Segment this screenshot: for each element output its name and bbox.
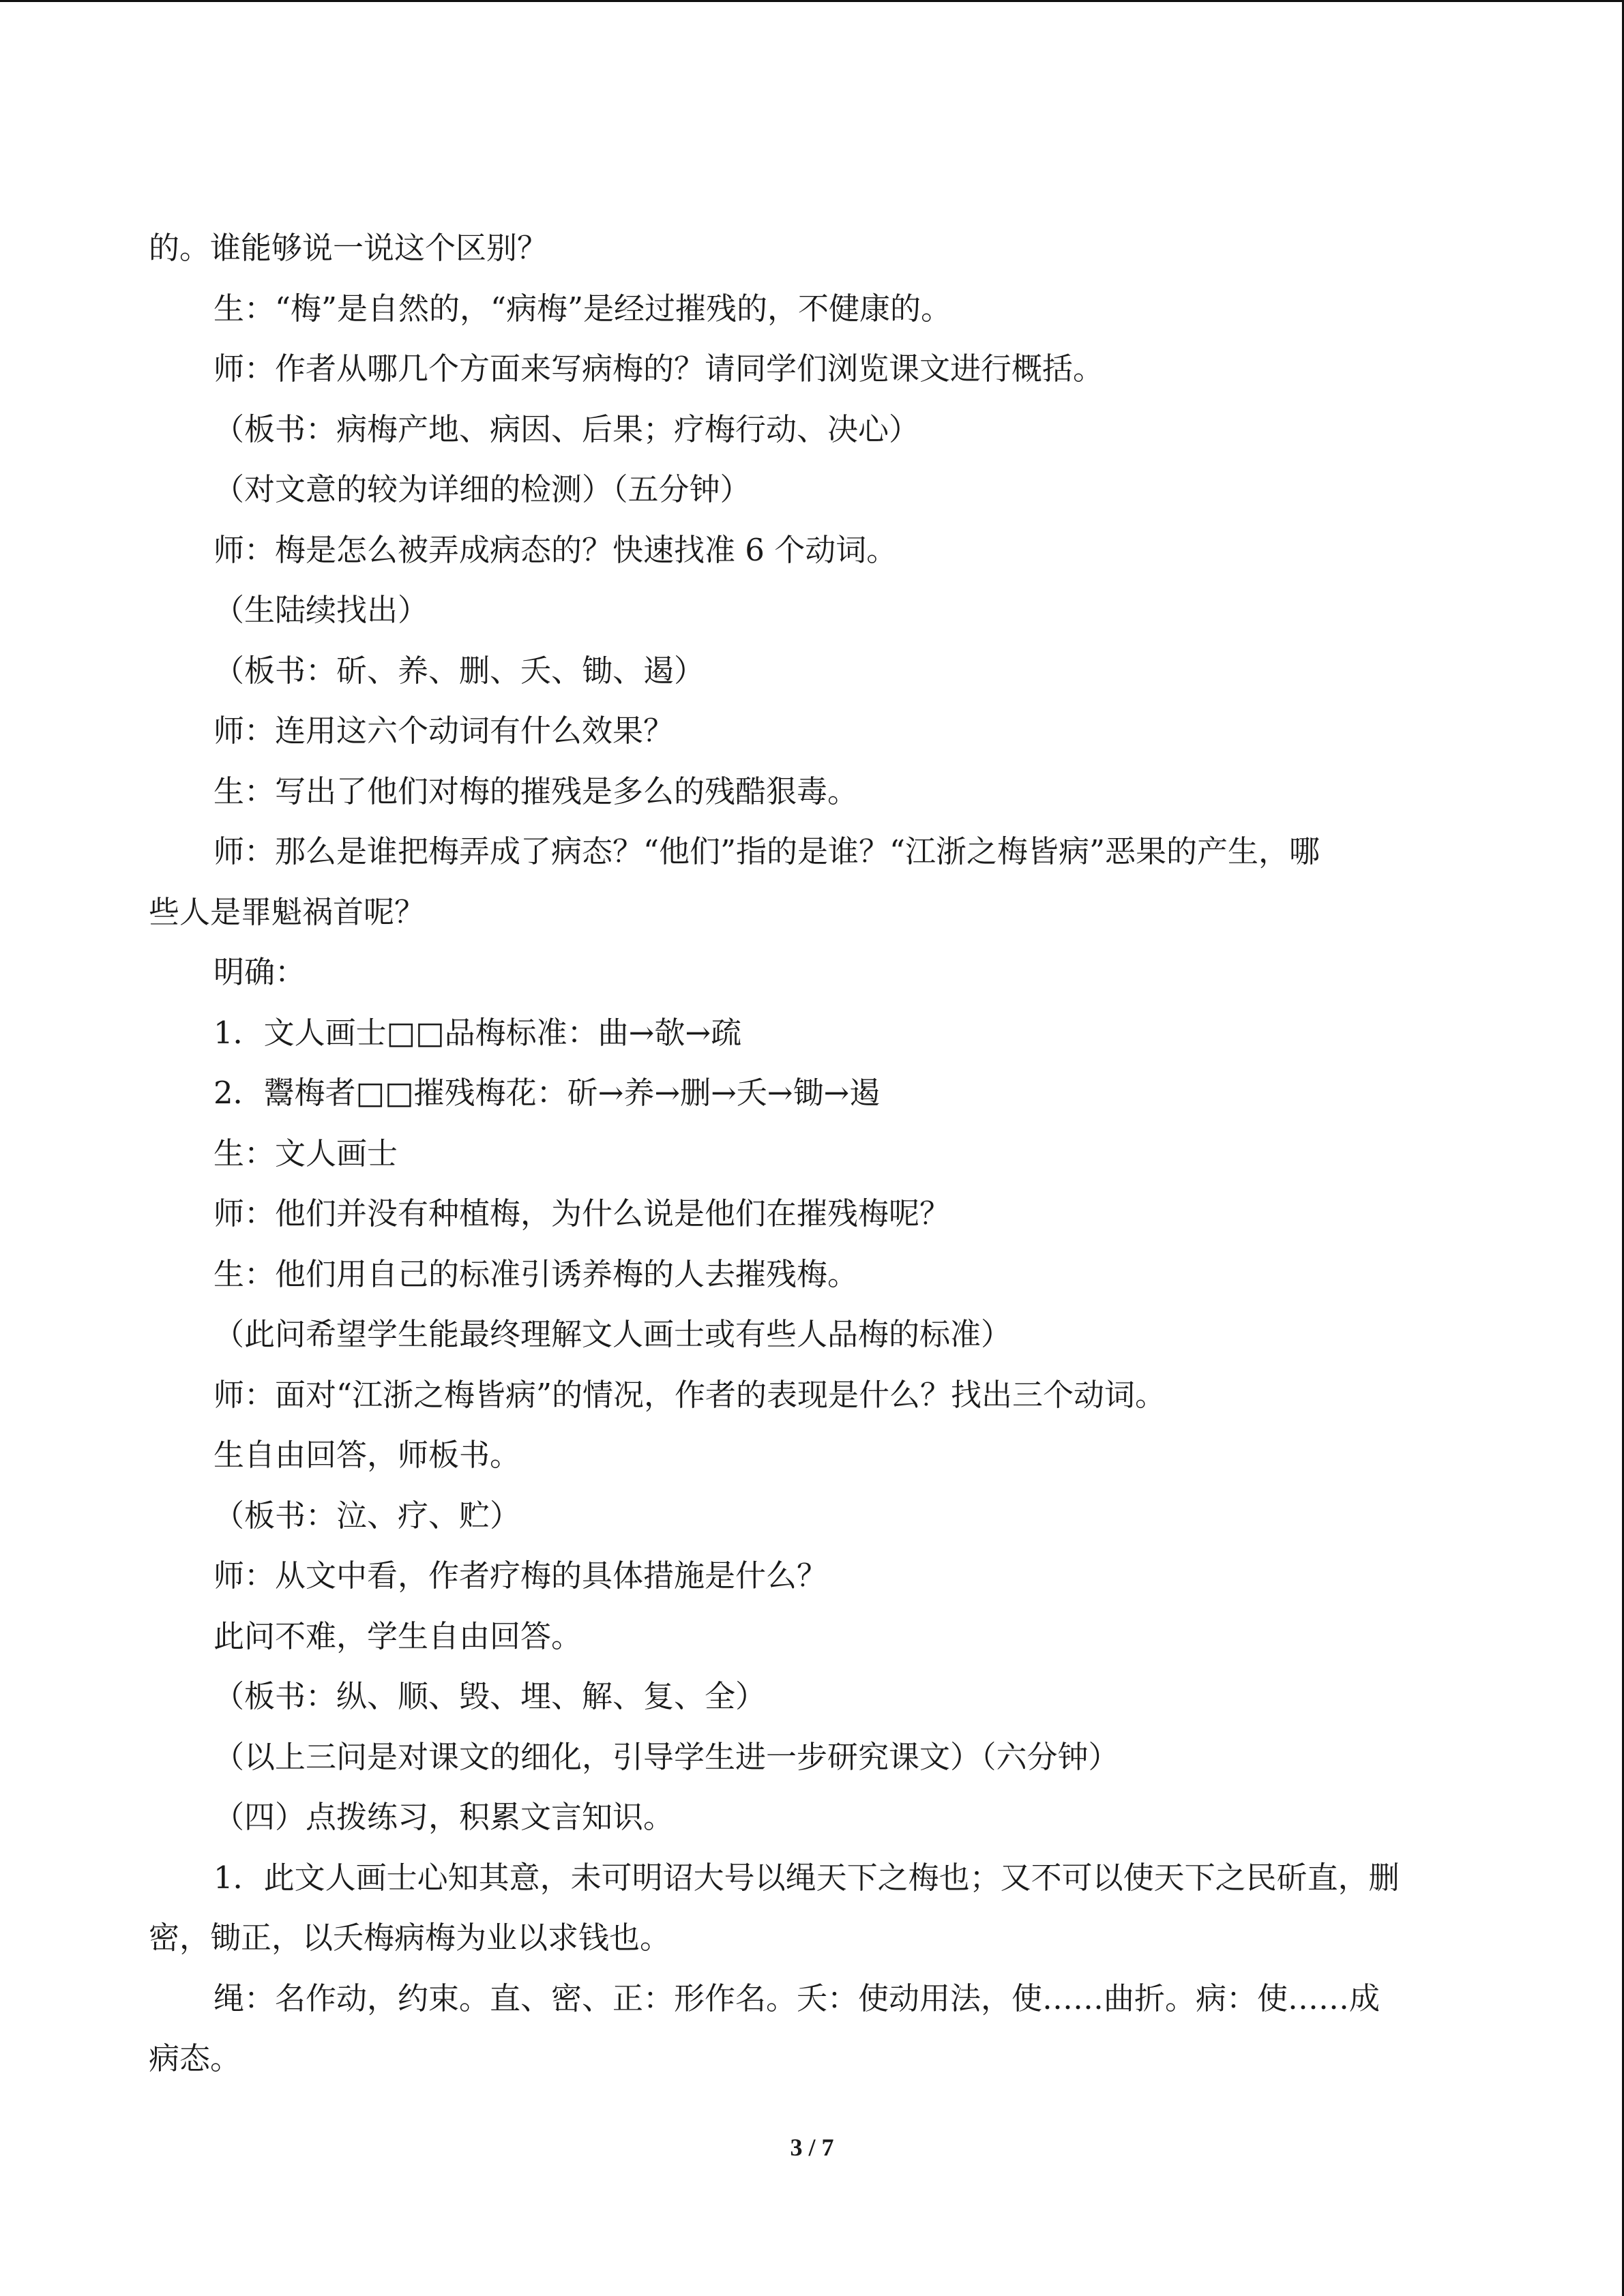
paragraph-line: 的。谁能够说一说这个区别？ [149, 230, 548, 266]
paragraph-line: （板书：泣、疗、贮） [213, 1497, 521, 1534]
paragraph-line: 密，锄正，以夭梅病梅为业以求钱也。 [149, 1920, 671, 1956]
paragraph-line: （生陆续找出） [213, 592, 429, 628]
paragraph-line: 2．鬻梅者□□摧残梅花：斫→养→删→夭→锄→遏 [213, 1075, 881, 1111]
document-body [149, 218, 1479, 2089]
paragraph-line: 病态。 [149, 2040, 241, 2076]
paragraph-line: 绳：名作动，约束。直、密、正：形作名。夭：使动用法，使……曲折。病：使……成 [213, 1980, 1381, 2016]
paragraph-line: （以上三问是对课文的细化，引导学生进一步研究课文）（六分钟） [213, 1738, 1119, 1775]
page-top-border [0, 0, 1624, 2]
paragraph-line: 生：写出了他们对梅的摧残是多么的残酷狠毒。 [213, 773, 859, 809]
paragraph-line: 师：从文中看，作者疗梅的具体措施是什么？ [213, 1557, 828, 1594]
paragraph-line: （此问希望学生能最终理解文人画士或有些人品梅的标准） [213, 1316, 1012, 1352]
paragraph-line: 生自由回答，师板书。 [213, 1437, 521, 1473]
paragraph-line: 生：“梅”是自然的，“病梅”是经过摧残的，不健康的。 [213, 290, 952, 327]
paragraph-line: （对文意的较为详细的检测）（五分钟） [213, 471, 751, 507]
paragraph-line: 些人是罪魁祸首呢？ [149, 893, 426, 930]
paragraph-line: 1．文人画士□□品梅标准：曲→欹→疏 [213, 1014, 742, 1051]
paragraph-line: 师：梅是怎么被弄成病态的？快速找准 6 个动词。 [213, 531, 898, 568]
paragraph-line: （板书：病梅产地、病因、后果；疗梅行动、决心） [213, 411, 920, 447]
paragraph-line: （板书：纵、顺、毁、埋、解、复、全） [213, 1678, 767, 1714]
paragraph-line: 师：面对“江浙之梅皆病”的情况，作者的表现是什么？找出三个动词。 [213, 1376, 1166, 1413]
paragraph-line: 此问不难，学生自由回答。 [213, 1617, 582, 1654]
paragraph-line: 师：那么是谁把梅弄成了病态？“他们”指的是谁？“江浙之梅皆病”恶果的产生，哪 [213, 833, 1320, 869]
paragraph-line: （板书：斫、养、删、夭、锄、遏） [213, 652, 705, 689]
paragraph-line: 师：他们并没有种植梅，为什么说是他们在摧残梅呢？ [213, 1195, 951, 1232]
page-number: 3 / 7 [790, 2134, 834, 2161]
paragraph-line: 生：文人画士 [213, 1135, 398, 1172]
paragraph-line: 师：连用这六个动词有什么效果？ [213, 713, 675, 749]
paragraph-line: 生：他们用自己的标准引诱养梅的人去摧残梅。 [213, 1255, 859, 1292]
paragraph-line: 1．此文人画士心知其意，未可明诏大号以绳天下之梅也；又不可以使天下之民斫直，删 [213, 1859, 1400, 1896]
paragraph-line: 明确： [213, 954, 306, 990]
paragraph-line: 师：作者从哪几个方面来写病梅的？请同学们浏览课文进行概括。 [213, 351, 1104, 387]
paragraph-line: （四）点拨练习，积累文言知识。 [213, 1799, 675, 1835]
